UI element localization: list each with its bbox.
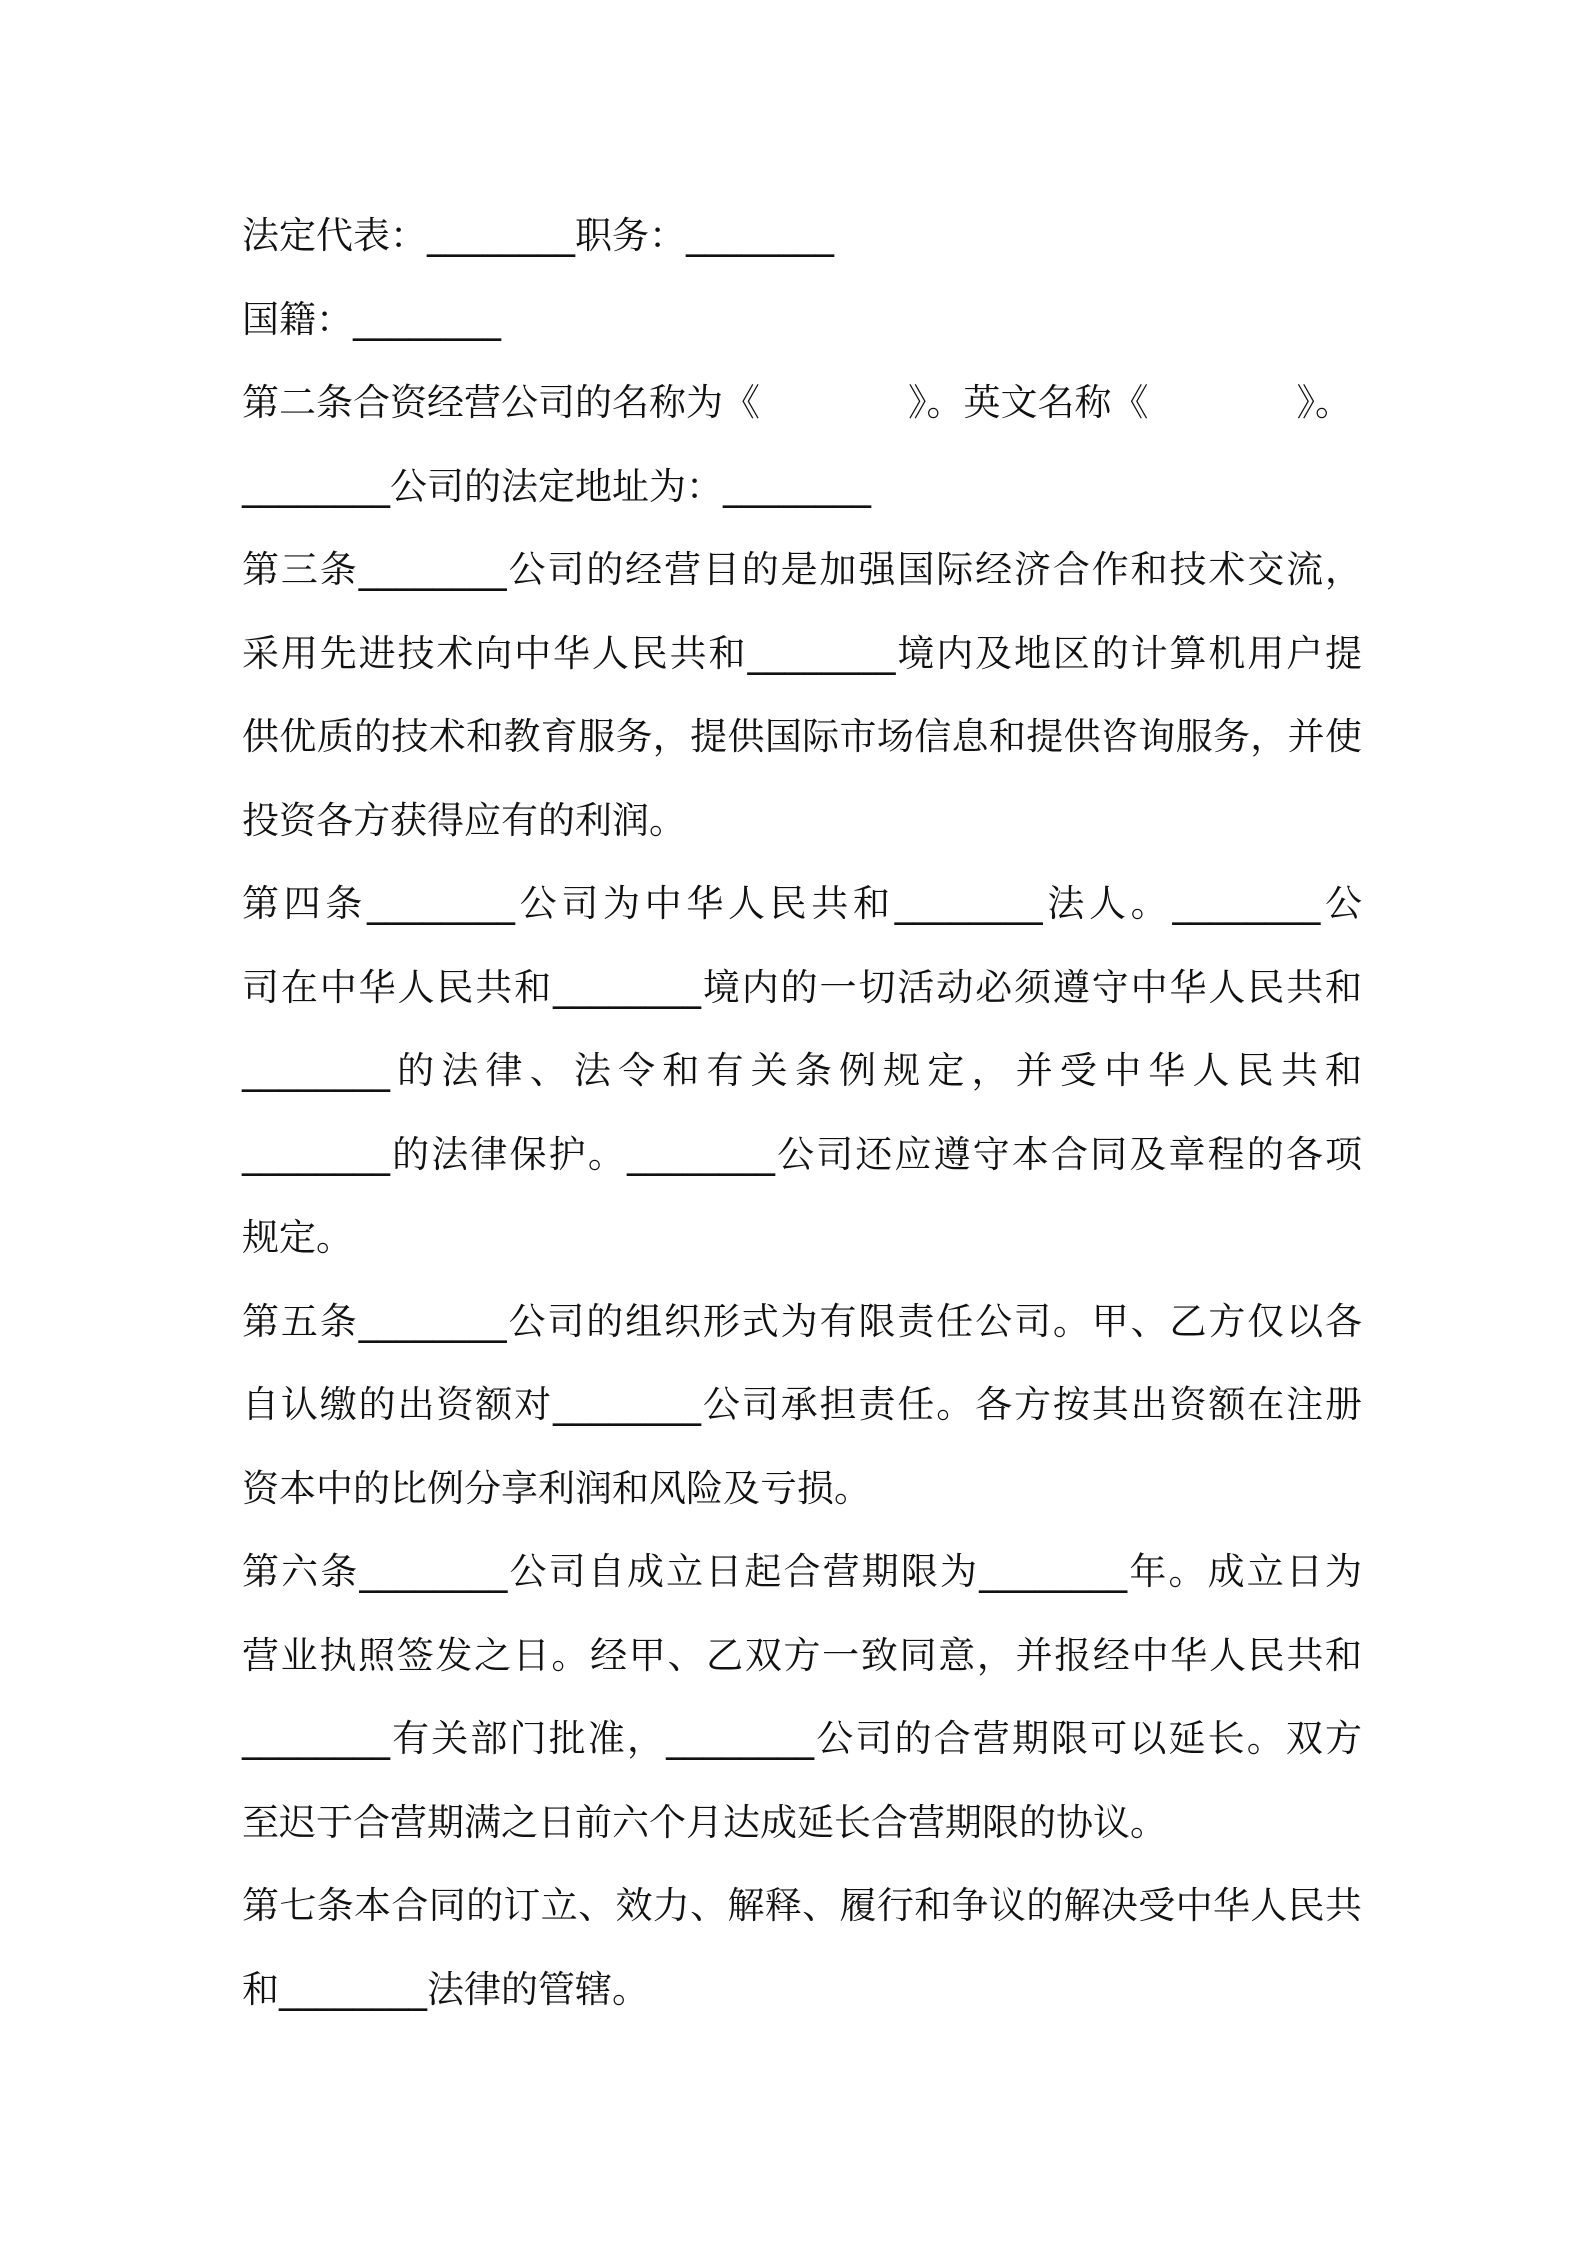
line-article-3-2: 采用先进技术向中华人民共和________境内及地区的计算机用户提 (242, 631, 1362, 675)
line-article-4-3: ________的法律、法令和有关条例规定，并受中华人民共和 (242, 1049, 1362, 1092)
line-legal-rep-position: 法定代表：________职务：________ (242, 214, 834, 257)
line-article-5-1: 第五条________公司的组织形式为有限责任公司。甲、乙方仅以各 (242, 1299, 1362, 1343)
line-article-5-3: 资本中的比例分享利润和风险及亏损。 (242, 1466, 871, 1510)
line-article-2-name: 第二条合资经营公司的名称为《 》。英文名称《 》。 (242, 381, 1352, 424)
line-article-4-5: 规定。 (242, 1216, 353, 1259)
line-article-6-1: 第六条________公司自成立日起合营期限为________年。成立日为 (242, 1550, 1362, 1593)
line-article-3-3: 供优质的技术和教育服务，提供国际市场信息和提供咨询服务，并使 (242, 715, 1362, 758)
line-article-5-2: 自认缴的出资额对________公司承担责任。各方按其出资额在注册 (242, 1383, 1362, 1426)
line-article-7-1: 第七条本合同的订立、效力、解释、履行和争议的解决受中华人民共 (242, 1884, 1362, 1927)
line-article-6-4: 至迟于合营期满之日前六个月达成延长合营期限的协议。 (242, 1800, 1167, 1844)
line-article-2-address: ________公司的法定地址为：________ (242, 464, 871, 508)
contract-text (242, 194, 1362, 2031)
line-article-3-4: 投资各方获得应有的利润。 (242, 798, 686, 842)
line-nationality: 国籍：________ (242, 297, 501, 341)
line-article-4-4: ________的法律保护。________公司还应遵守本合同及章程的各项 (242, 1132, 1362, 1176)
line-article-6-2: 营业执照签发之日。经甲、乙双方一致同意，并报经中华人民共和 (242, 1633, 1362, 1677)
line-article-6-3: ________有关部门批准，________公司的合营期限可以延长。双方 (242, 1717, 1362, 1760)
line-article-3-1: 第三条________公司的经营目的是加强国际经济合作和技术交流， (242, 548, 1362, 591)
line-article-4-1: 第四条________公司为中华人民共和________法人。________公 (242, 882, 1362, 925)
line-article-7-2: 和________法律的管辖。 (242, 1967, 649, 2011)
line-article-4-2: 司在中华人民共和________境内的一切活动必须遵守中华人民共和 (242, 965, 1362, 1009)
